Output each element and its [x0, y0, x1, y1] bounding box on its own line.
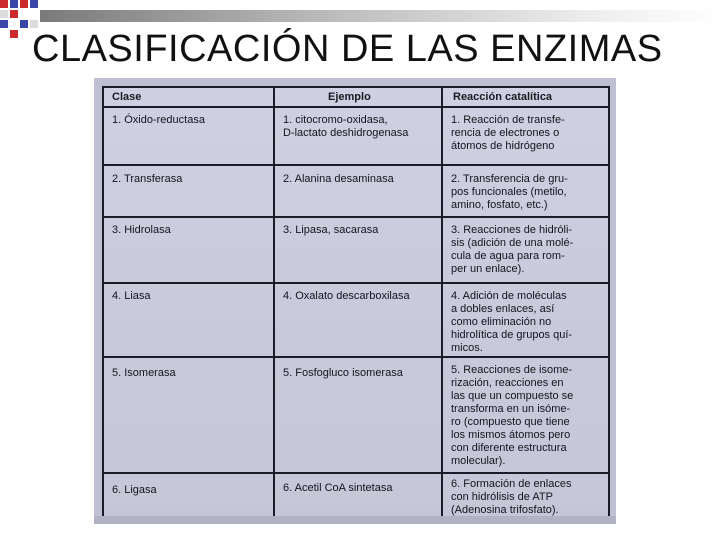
enzyme-table	[102, 86, 610, 522]
cell-ejemplo: 5. Fosfogluco isomerasa	[283, 367, 403, 379]
header-reaccion: Reacción catalítica	[453, 91, 553, 103]
cell-reaccion: 4. Adición de moléculas a dobles enlaces, así como eliminación no hidrolítica de grupos quí- micos.	[451, 290, 573, 354]
row-divider	[102, 356, 610, 358]
table-border-top	[102, 86, 610, 88]
deco-square	[20, 0, 28, 8]
deco-square	[10, 30, 18, 38]
table-photo	[94, 78, 616, 524]
deco-square	[10, 0, 18, 8]
row-divider	[102, 472, 610, 474]
column-divider	[273, 86, 275, 522]
cell-clase: 3. Hidrolasa	[112, 224, 171, 236]
row-divider	[102, 164, 610, 166]
deco-square	[30, 20, 38, 28]
row-divider	[102, 282, 610, 284]
cell-clase: 1. Óxido-reductasa	[112, 114, 205, 126]
cell-ejemplo: 1. citocromo-oxidasa, D-lactato deshidrogenasa	[283, 114, 409, 139]
photo-bottom-edge	[94, 516, 616, 524]
cell-ejemplo: 4. Oxalato descarboxilasa	[283, 290, 410, 302]
column-divider	[441, 86, 443, 522]
cell-reaccion: 2. Transferencia de gru- pos funcionales (metilo, amino, fosfato, etc.)	[451, 173, 568, 211]
cell-clase: 6. Ligasa	[112, 484, 157, 496]
slide-title: CLASIFICACIÓN DE LAS ENZIMAS	[32, 28, 663, 70]
cell-reaccion: 3. Reacciones de hidróli- sis (adición de una molé- cula de agua para rom- per un enlace).	[451, 224, 574, 275]
cell-reaccion: 5. Reacciones de isome- rización, reacciones en las que un compuesto se transforma en un isóme- ro (compuesto que tiene los mismos átomos pero con diferente estructura molecular).	[451, 364, 574, 467]
cell-clase: 5. Isomerasa	[112, 367, 176, 379]
cell-ejemplo: 2. Alanina desaminasa	[283, 173, 394, 185]
deco-square	[30, 0, 38, 8]
table-border-right	[608, 86, 610, 522]
cell-reaccion: 1. Reacción de transfe- rencia de electrones o átomos de hidrógeno	[451, 114, 565, 152]
title-gradient-bar	[40, 10, 720, 22]
cell-clase: 4. Liasa	[112, 290, 151, 302]
table-border-left	[102, 86, 104, 522]
deco-square	[0, 0, 8, 8]
header-divider	[102, 106, 610, 108]
cell-clase: 2. Transferasa	[112, 173, 183, 185]
row-divider	[102, 216, 610, 218]
deco-square	[0, 10, 8, 18]
deco-square	[20, 20, 28, 28]
cell-ejemplo: 3. Lipasa, sacarasa	[283, 224, 379, 236]
header-clase: Clase	[112, 91, 142, 103]
deco-square	[10, 10, 18, 18]
cell-reaccion: 6. Formación de enlaces con hidrólisis de ATP (Adenosina trifosfato).	[451, 478, 572, 516]
deco-square	[0, 20, 8, 28]
cell-ejemplo: 6. Acetil CoA sintetasa	[283, 482, 393, 494]
header-ejemplo: Ejemplo	[328, 91, 371, 103]
